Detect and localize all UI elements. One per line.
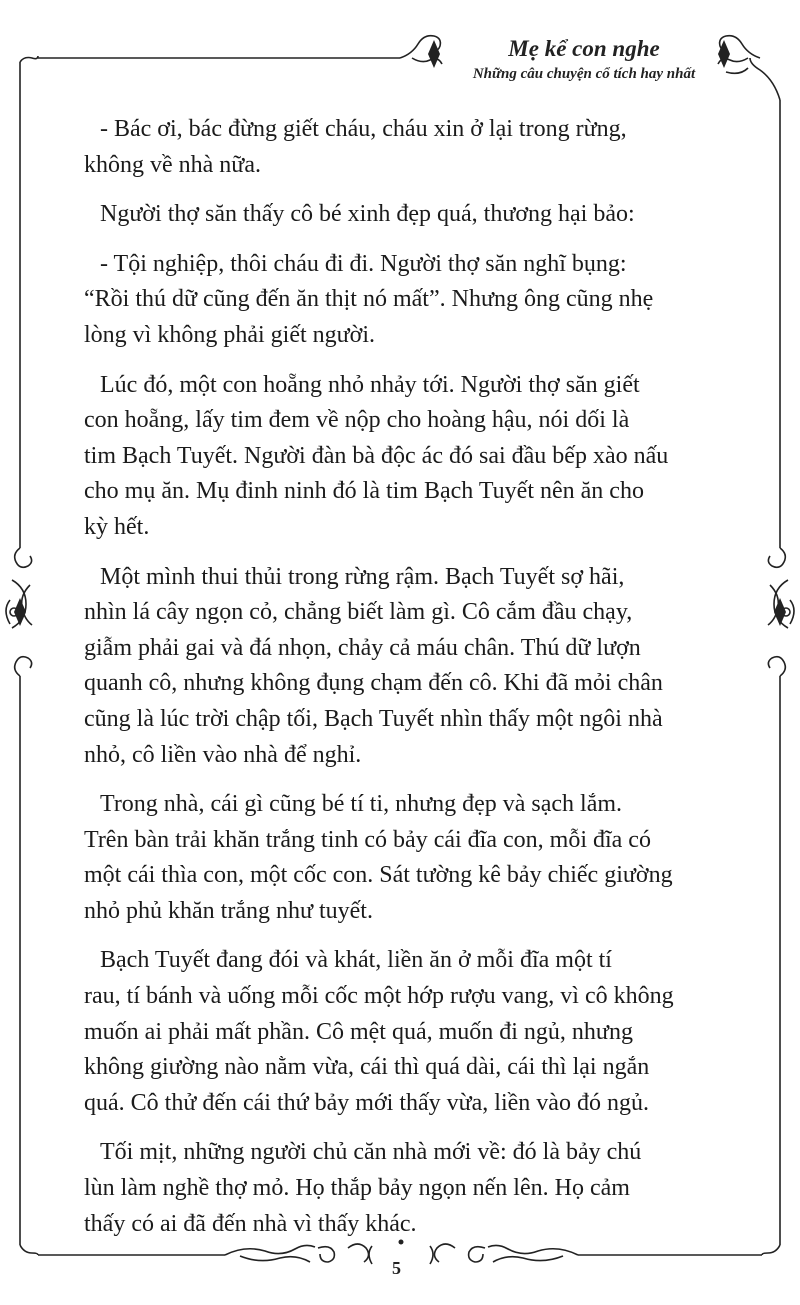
text-line: - Bác ơi, bác đừng giết cháu, cháu xin ở lại trong rừng, [100,116,627,142]
text-line: nhìn lá cây ngọn cỏ, chẳng biết làm gì. Cô cắm đầu chạy, [84,599,633,626]
text-line: Tối mịt, những người chủ căn nhà mới về: đó là bảy chú [100,1139,642,1166]
paragraph [100,197,742,233]
running-header [444,36,724,84]
text-line: Người thợ săn thấy cô bé xinh đẹp quá, thương hại bảo: [100,201,635,228]
text-line: “Rồi thú dữ cũng đến ăn thịt nó mất”. Nhưng ông cũng nhẹ [84,286,654,313]
text-line: Trong nhà, cái gì cũng bé tí ti, nhưng đẹp và sạch lắm. [100,791,623,818]
text-line: muốn ai phải mất phần. Cô mệt quá, muốn đi ngủ, nhưng [84,1018,633,1045]
text-line: Một mình thui thủi trong rừng rậm. Bạch Tuyết sợ hãi, [100,563,625,590]
paragraph [84,368,742,546]
text-line: tim Bạch Tuyết. Người đàn bà độc ác đó sai đầu bếp xào nấu [84,442,669,469]
book-title: Mẹ kể con nghe [508,36,660,61]
text-line: kỳ hết. [84,513,150,540]
text-line: rau, tí bánh và uống mỗi cốc một hớp rượu vang, vì cô không [84,983,674,1010]
text-line: không giường nào nằm vừa, cái thì quá dài, cái thì lại ngắn [84,1054,650,1081]
text-line: lùn làm nghề thợ mỏ. Họ thắp bảy ngọn nến lên. Họ cảm [84,1175,630,1202]
text-line: nhỏ, cô liền vào nhà để nghỉ. [84,741,362,768]
paragraph [84,112,742,183]
page-number: 5 [392,1258,401,1278]
text-line: cũng là lúc trời chập tối, Bạch Tuyết nhìn thấy một ngôi nhà [84,705,663,732]
text-line: Trên bàn trải khăn trắng tinh có bảy cái đĩa con, mỗi đĩa có [84,826,651,853]
text-line: - Tội nghiệp, thôi cháu đi đi. Người thợ săn nghĩ bụng: [100,250,627,277]
paragraph [84,943,742,1121]
text-line: quanh cô, nhưng không đụng chạm đến cô. Khi đã mỏi chân [84,670,663,697]
paragraph [84,560,742,774]
text-line: Lúc đó, một con hoẵng nhỏ nhảy tới. Người thợ săn giết [100,371,640,398]
story-body [84,112,742,1256]
text-line: quá. Cô thử đến cái thứ bảy mới thấy vừa, liền vào đó ngủ. [84,1089,649,1116]
book-subtitle: Những câu chuyện cổ tích hay nhất [472,66,696,82]
text-line: con hoẵng, lấy tim đem về nộp cho hoàng hậu, nói dối là [84,407,630,434]
text-line: nhỏ phủ khăn trắng như tuyết. [84,897,373,924]
text-line: giẫm phải gai và đá nhọn, chảy cả máu chân. Thú dữ lượn [84,634,641,661]
text-line: thấy có ai đã đến nhà vì thấy khác. [84,1210,417,1237]
paragraph [84,787,742,929]
paragraph [84,247,742,354]
text-line: lòng vì không phải giết người. [84,321,376,348]
text-line: Bạch Tuyết đang đói và khát, liền ăn ở mỗi đĩa một tí [100,947,612,974]
text-line: không về nhà nữa. [84,151,261,178]
text-line: cho mụ ăn. Mụ đinh ninh đó là tim Bạch Tuyết nên ăn cho [84,478,644,505]
text-line: một cái thìa con, một cốc con. Sát tường kê bảy chiếc giường [84,862,673,889]
paragraph [84,1135,742,1242]
